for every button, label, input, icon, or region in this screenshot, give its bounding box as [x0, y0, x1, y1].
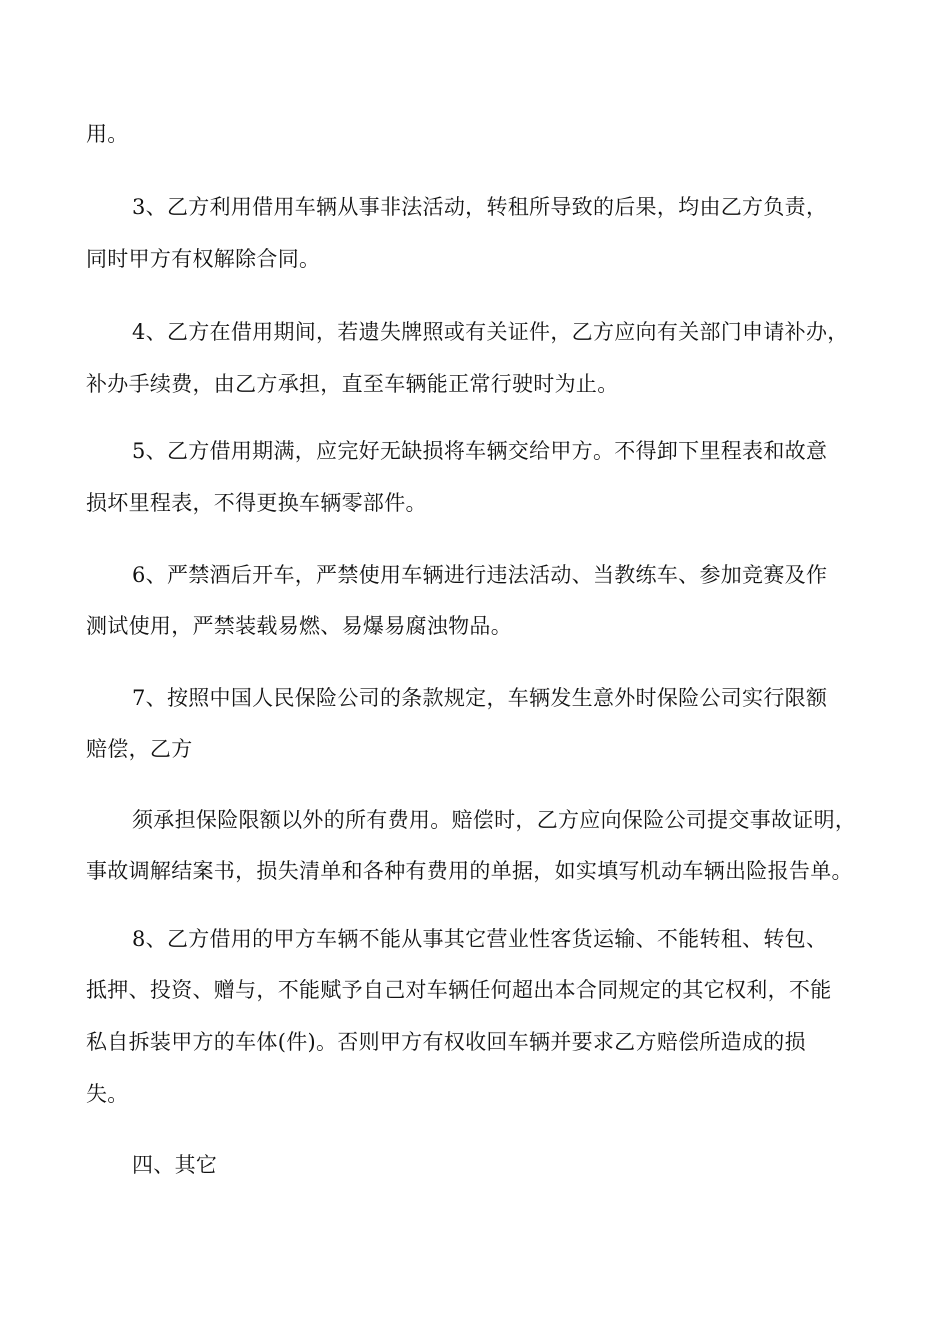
clause-7-line-2: 赔偿，乙方 [86, 737, 193, 761]
clause-3-line-1: 3、乙方利用借用车辆从事非法活动，转租所导致的后果，均由乙方负责， [132, 195, 828, 219]
text-line: 用。 [86, 122, 129, 146]
clause-7-line-1: 7、按照中国人民保险公司的条款规定，车辆发生意外时保险公司实行限额 [132, 686, 828, 710]
clause-8-line-2: 抵押、投资、赠与，不能赋予自己对车辆任何超出本合同规定的其它权利，不能 [86, 978, 832, 1002]
clause-4-line-2: 补办手续费，由乙方承担，直至车辆能正常行驶时为止。 [86, 372, 619, 396]
clause-3-line-2: 同时甲方有权解除合同。 [86, 247, 321, 271]
clause-7-line-3: 须承担保险限额以外的所有费用。赔偿时，乙方应向保险公司提交事故证明， [132, 808, 857, 832]
clause-8-line-1: 8、乙方借用的甲方车辆不能从事其它营业性客货运输、不能转租、转包、 [132, 927, 828, 951]
clause-6-line-2: 测试使用，严禁装载易燃、易爆易腐浊物品。 [86, 614, 512, 638]
clause-5-line-2: 损坏里程表，不得更换车辆零部件。 [86, 491, 427, 515]
clause-8-line-3: 私自拆装甲方的车体(件)。否则甲方有权收回车辆并要求乙方赔偿所造成的损 [86, 1030, 806, 1054]
clause-4-line-1: 4、乙方在借用期间，若遗失牌照或有关证件，乙方应向有关部门申请补办， [132, 320, 849, 344]
section-heading: 四、其它 [132, 1153, 218, 1177]
clause-5-line-1: 5、乙方借用期满，应完好无缺损将车辆交给甲方。不得卸下里程表和故意 [132, 439, 828, 463]
clause-6-line-1: 6、严禁酒后开车，严禁使用车辆进行违法活动、当教练车、参加竞赛及作 [132, 563, 828, 587]
clause-7-line-4: 事故调解结案书，损失清单和各种有费用的单据，如实填写机动车辆出险报告单。 [86, 859, 853, 883]
clause-8-line-4: 失。 [86, 1082, 129, 1106]
